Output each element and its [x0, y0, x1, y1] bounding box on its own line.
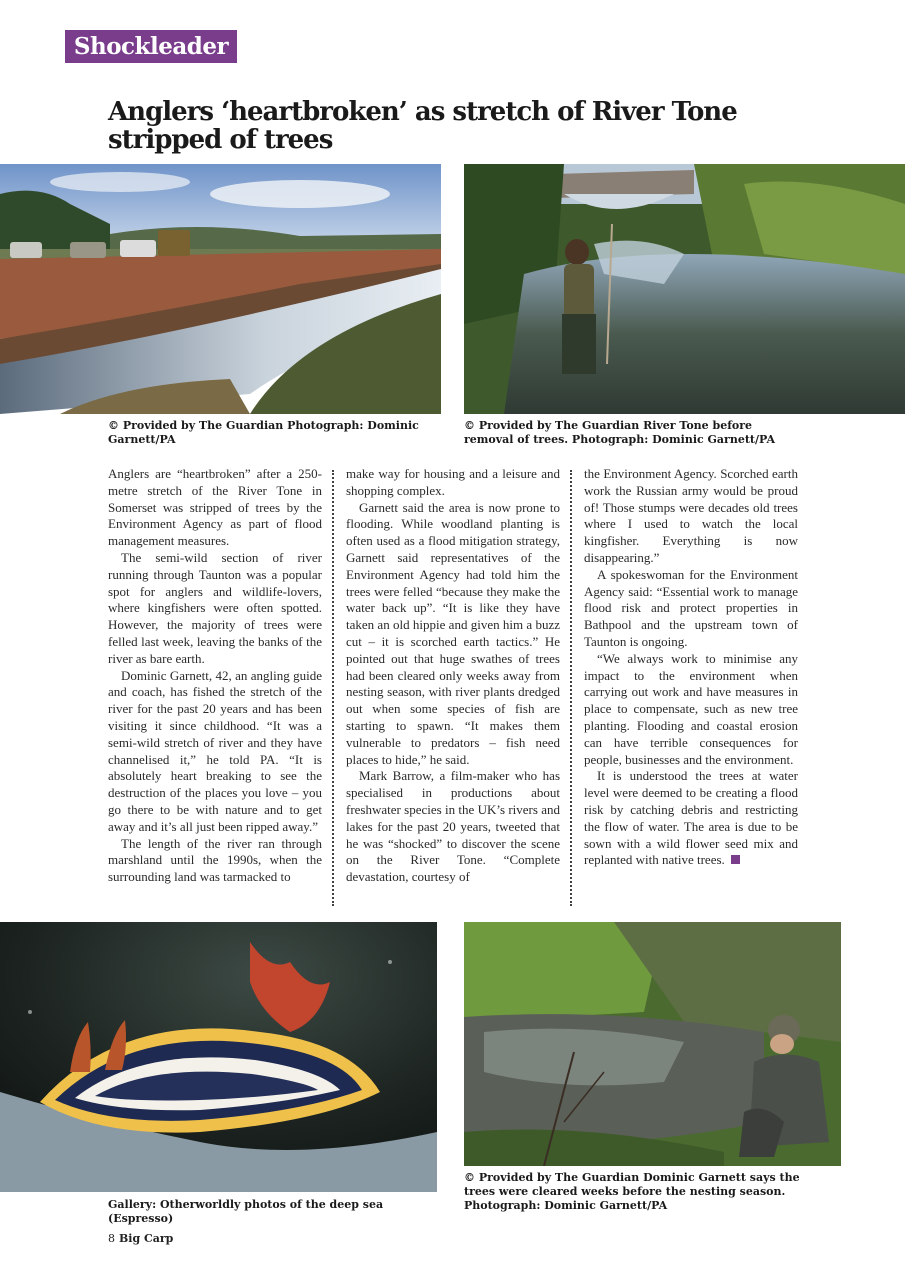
caption-bottom-right: © Provided by The Guardian Dominic Garnett says the trees were cleared weeks before the nesting season. Photograph: Dominic Garnett/PA — [464, 1171, 800, 1212]
paragraph: Anglers are “heartbroken” after a 250-metre stretch of the River Tone in Somerset was stripped of trees by the Environment Agency as part of flood management measures. — [108, 466, 322, 549]
photo-angler-on-bank — [464, 922, 841, 1166]
page-number: 8 — [108, 1232, 115, 1245]
caption-bottom-left: Gallery: Otherworldly photos of the deep sea (Espresso) — [108, 1198, 384, 1225]
article-headline: Anglers ‘heartbroken’ as stretch of River Tone stripped of trees — [108, 97, 737, 155]
paragraph: Dominic Garnett, 42, an angling guide and coach, has fished the stretch of the river for the past 20 years and has been visiting it since childhood. “It was a semi-wild stretch of river and they have channelised it,” he told PA. “It is absolutely heart breaking to see the destruction of the places you love – you go there to be with nature and to get away and it’s all just been ripped away.” — [108, 667, 322, 834]
article-column-2 — [346, 466, 560, 886]
article-column-1 — [108, 466, 322, 886]
paragraph: “We always work to minimise any impact to the environment when carrying out work and have measures in place to compensate, such as new tree planting. Flooding and coastal erosion can have terrible consequences for people, businesses and the environment. — [584, 650, 798, 767]
paragraph: A spokeswoman for the Environment Agency said: “Essential work to manage flood risk and protect properties in Bathpool and the upstream town of Taunton is ongoing. — [584, 566, 798, 649]
section-badge: Shockleader — [65, 30, 237, 63]
paragraph: the Environment Agency. Scorched earth work the Russian army would be proud of! Those stumps were decades old trees where I used to watch the local kingfisher. Everything is now disappearing.” — [584, 466, 798, 565]
caption-top-right: © Provided by The Guardian River Tone before removal of trees. Photograph: Dominic Garnett/PA — [464, 419, 776, 446]
end-of-article-mark — [731, 855, 740, 864]
column-divider — [570, 470, 572, 906]
paragraph: make way for housing and a leisure and shopping complex. — [346, 466, 560, 498]
paragraph: The semi-wild section of river running through Taunton was a popular spot for anglers and wildlife-lovers, where kingfishers were often spotted. However, the majority of trees were felled last week, leaving the banks of the river as bare earth. — [108, 549, 322, 666]
paragraph-text: It is understood the trees at water level were deemed to be creating a flood risk by catching debris and restricting the flow of water. The area is due to be sown with a wild flower seed mix and replanted with native trees. — [584, 768, 798, 868]
column-divider — [332, 470, 334, 906]
paragraph: Garnett said the area is now prone to flooding. While woodland planting is often used as a flood mitigation strategy, Garnett said representatives of the Environment Agency had told him the trees were felled “because they make the water back up”. “It is like they have taken an old hippie and given him a buzz cut – it is scorched earth tactics.” He pointed out that huge swathes of trees had been cleared only weeks away from nesting season, with river plants dredged out when some species of fish are starting to spawn. “It makes them vulnerable to predators – fish need places to hide,” he said. — [346, 499, 560, 767]
photo-angler-in-river — [464, 164, 905, 414]
paragraph: Mark Barrow, a film-maker who has specialised in productions about freshwater species in the UK’s rivers and lakes for the past 20 years, tweeted that he was “shocked” to discover the scene on the River Tone. “Complete devastation, courtesy of — [346, 768, 560, 885]
page-footer — [108, 1232, 173, 1245]
article-column-3 — [584, 466, 798, 869]
photo-cleared-riverbank — [0, 164, 441, 414]
paragraph: The length of the river ran through marshland until the 1990s, when the surrounding land was tarmacked to — [108, 835, 322, 885]
magazine-name: Big Carp — [119, 1232, 174, 1245]
caption-top-left: © Provided by The Guardian Photograph: Dominic Garnett/PA — [108, 419, 419, 446]
photo-sea-slug — [0, 922, 437, 1192]
paragraph — [584, 768, 798, 869]
